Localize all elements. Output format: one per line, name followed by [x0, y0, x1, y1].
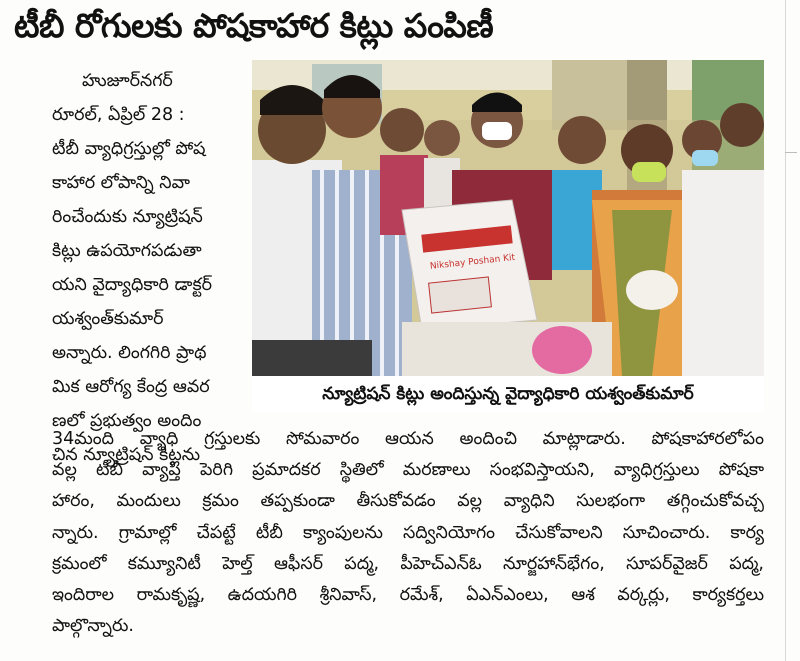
article-line: రించేందుకు న్యూట్రిషన్ — [52, 207, 203, 227]
article-line: టీబీ వ్యాధిగ్రస్తుల్లో పోష — [52, 139, 206, 159]
article-line: న్నారు. గ్రామాల్లో చేపట్టే టీబీ క్యాంపులను సద్వినియోగం చేసుకోవాలని సూచించారు. కార్య — [52, 522, 764, 543]
photo-caption: న్యూట్రిషన్ కిట్లు అందిస్తున్న వైద్యాధికారి యశ్వంత్‌కుమార్ — [252, 376, 764, 412]
page-edge-tick — [785, 152, 797, 153]
article-line: యశ్వంత్‌కుమార్ — [52, 309, 164, 329]
article-line: కిట్లు ఉపయోగపడుతా — [52, 241, 202, 261]
article-line: చిన న్యూట్రిషన్ కిట్లను — [52, 445, 201, 465]
article-line: మిక ఆరోగ్య కేంద్ర ఆవర — [52, 377, 210, 397]
page-edge-rule — [785, 0, 786, 661]
news-photo — [252, 60, 764, 376]
article-line: రూరల్, ఏప్రిల్ 28 : — [52, 105, 185, 125]
article-line: క్రమంలో కమ్యూనిటీ హెల్త్ ఆఫీసర్ పద్మ, పీహెచ్ఎన్ఓ నూర్జహాన్‌భేగం, సూపర్‌వైజర్ పద్మ, — [52, 553, 764, 574]
left-column — [52, 64, 248, 472]
article-line: యని వైద్యాధికారి డాక్టర్ — [52, 275, 212, 295]
article-line: ఇందిరాల రామకృష్ణ, ఉదయగిరి శ్రీనివాస్, రమేశ్, ఏఎన్ఎంలు, ఆశ వర్కర్లు, కార్యకర్తలు — [52, 585, 764, 606]
headline: టీబీ రోగులకు పోషకాహార కిట్లు పంపిణీ — [14, 6, 494, 45]
article-line: కాహార లోపాన్ని నివా — [52, 173, 190, 193]
article-line: హారం, మందులు క్రమం తప్పకుండా తీసుకోవడం వల్ల వ్యాధిని సులభంగా తగ్గించుకోవచ్చ — [52, 491, 764, 512]
article-line: అన్నారు. లింగగిరి ప్రాథ — [52, 343, 207, 363]
photo-illustration — [252, 60, 764, 376]
full-width-body — [52, 424, 764, 642]
article-line: పాల్గొన్నారు. — [52, 616, 134, 637]
article-line: ణలో ప్రభుత్వం అందిం — [52, 411, 202, 431]
article-line: వల్ల టీబీ వ్యాప్తి పెరిగి ప్రమాదకర స్థితిలో మరణాలు సంభవిస్తాయని, వ్యాధిగ్రస్తులు పోషకా — [52, 460, 764, 481]
article-line: 34మంది వ్యాధి గ్రస్తులకు సోమవారం ఆయన అందించి మాట్లాడారు. పోషకాహారలోపం — [52, 429, 764, 449]
kit-label: Nikshay Poshan Kit — [429, 252, 516, 272]
article-line: హుజూర్‌నగర్ — [82, 71, 173, 91]
